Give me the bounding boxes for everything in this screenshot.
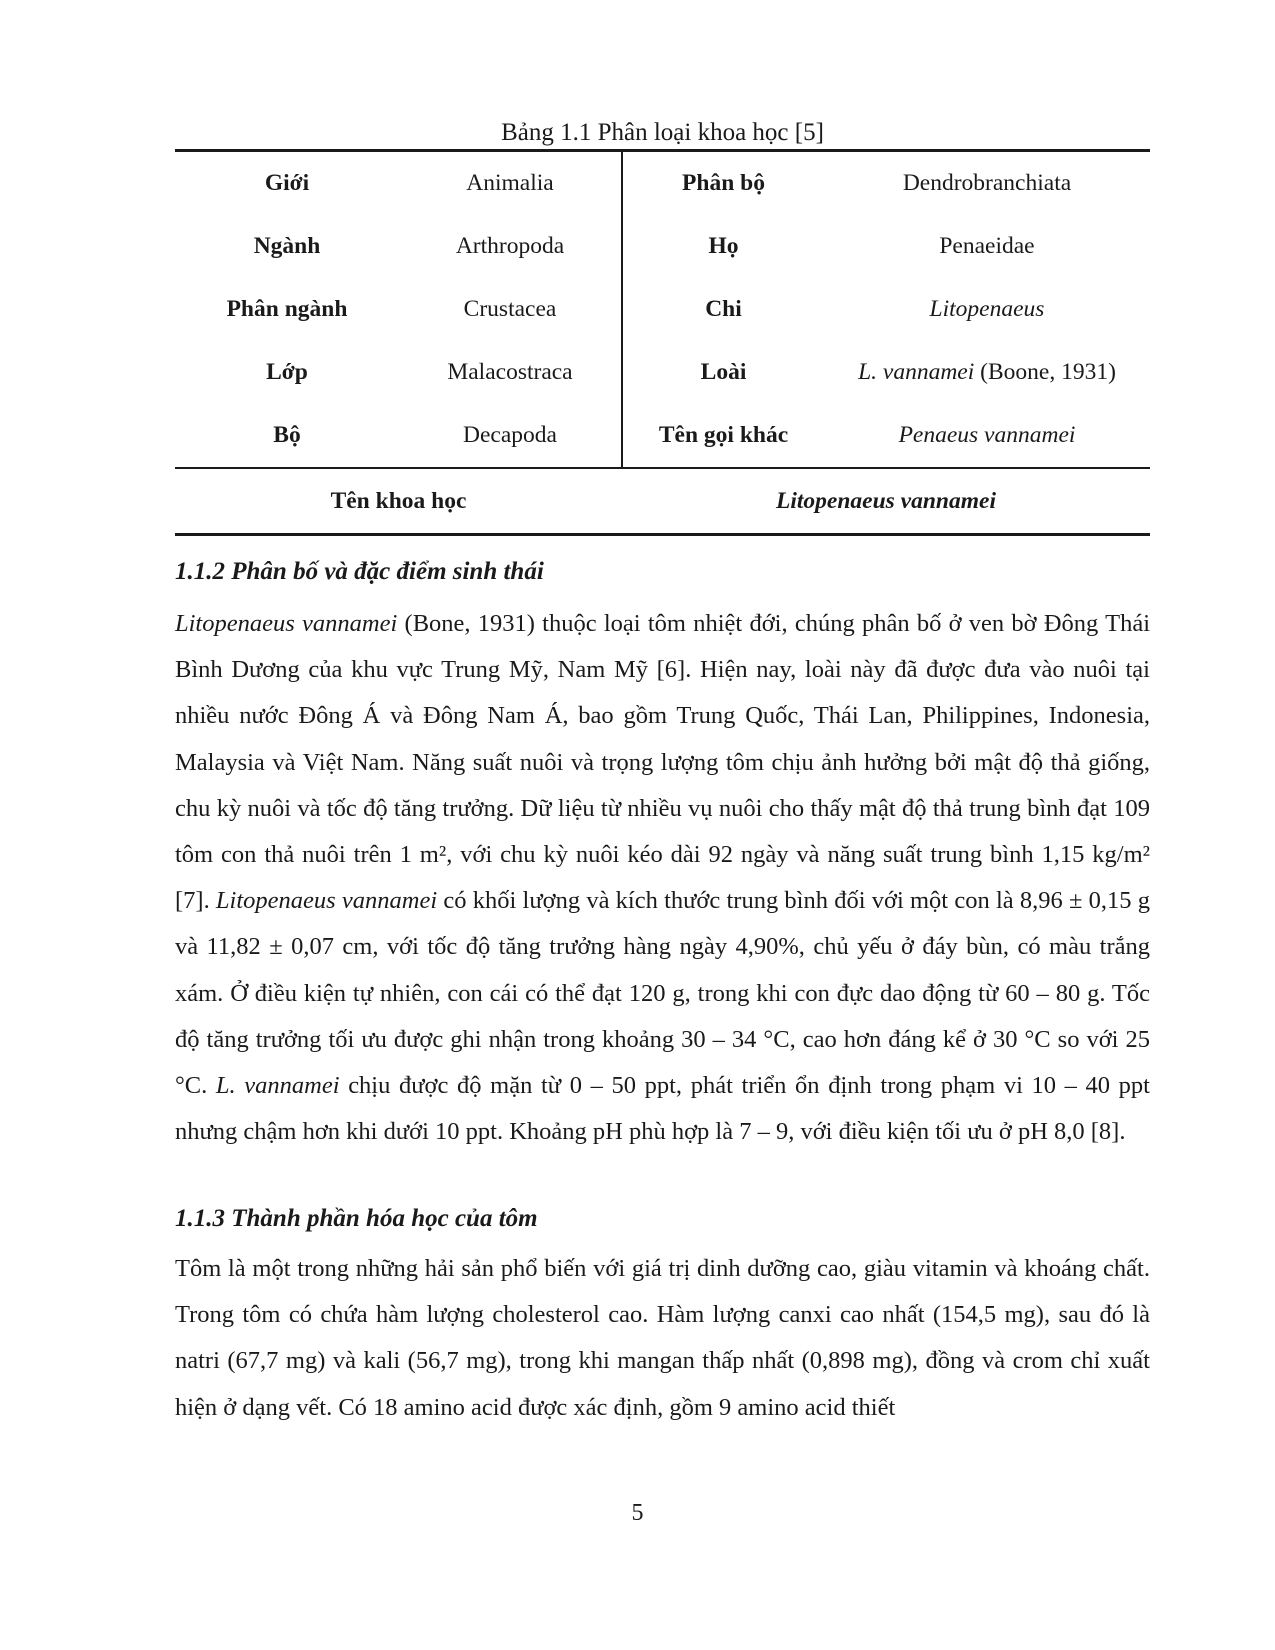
rank-value: Dendrobranchiata (824, 151, 1150, 216)
table-row (175, 215, 1150, 278)
rank-label: Bộ (273, 422, 301, 448)
species-name: Litopenaeus vannamei (175, 610, 398, 637)
scientific-name-label: Tên khoa học (175, 468, 622, 535)
page-number: 5 (631, 1500, 644, 1526)
rank-value: Decapoda (399, 404, 622, 468)
species-name: Litopenaeus vannamei (215, 887, 438, 915)
paragraph-text: (Bone, 1931) thuộc loại tôm nhiệt đới, chúng phân bố ở ven bờ Đông Thái Bình Dương của khu vực Trung Mỹ, Nam Mỹ [6]. Hiện nay, loài này đã được đưa vào nuôi tại nhiều nước Đông Á và Đông Nam Á, bao gồm Trung Quốc, Thái Lan, Philippines, Indonesia, Malaysia và Việt Nam. Năng suất nuôi và trọng lượng tôm chịu ảnh hưởng bởi mật độ thả giống, chu kỳ nuôi và tốc độ tăng trưởng. Dữ liệu từ nhiều vụ nuôi cho thấy mật độ thả trung bình đạt 109 tôm con thả nuôi trên 1 m², với chu kỳ nuôi kéo dài 92 ngày và năng suất trung bình 1,15 kg/m² [7]. (175, 610, 1151, 915)
table-row (175, 404, 1150, 468)
paragraph-composition: Tôm là một trong những hải sản phổ biến với giá trị dinh dưỡng cao, giàu vitamin và khoáng chất. Trong tôm có chứa hàm lượng cholesterol cao. Hàm lượng canxi cao nhất (154,5 mg), sau đó là natri (67,7 mg) và kali (56,7 mg), trong khi mangan thấp nhất (0,898 mg), đồng và crom chỉ xuất hiện ở dạng vết. Có 18 amino acid được xác định, gồm 9 amino acid thiết (175, 1255, 1150, 1421)
rank-value: Litopenaeus (929, 296, 1045, 322)
species-authority: (Boone, 1931) (974, 359, 1116, 385)
rank-label: Phân ngành (226, 296, 348, 322)
table-row (175, 151, 1150, 216)
taxonomy-table (175, 149, 1150, 536)
rank-label: Tên gọi khác (658, 422, 789, 448)
rank-value: Penaeidae (939, 233, 1035, 259)
species-name: L. vannamei (858, 359, 975, 385)
rank-label: Ngành (253, 233, 321, 259)
section-heading-112: 1.1.2 Phân bố và đặc điểm sinh thái (175, 558, 544, 585)
paragraph-text: có khối lượng và kích thước trung bình đối với một con là 8,96 ± 0,15 g và 11,82 ± 0,07 cm, với tốc độ tăng trưởng hàng ngày 4,90%, chủ yếu ở đáy bùn, có màu trắng xám. Ở điều kiện tự nhiên, con cái có thể đạt 120 g, trong khi con đực dao động từ 60 – 80 g. Tốc độ tăng trưởng tối ưu được ghi nhận trong khoảng 30 – 34 °C, cao hơn đáng kể ở 30 °C so với 25 °C. (175, 887, 1150, 1100)
rank-value: Animalia (399, 151, 622, 216)
rank-value: Crustacea (399, 278, 622, 341)
rank-label: Lớp (266, 359, 308, 385)
table-footer-row (175, 468, 1150, 535)
table-caption: Bảng 1.1 Phân loại khoa học [5] (501, 119, 824, 146)
rank-label: Loài (700, 359, 747, 385)
table-row (175, 341, 1150, 404)
rank-label: Giới (175, 151, 399, 216)
rank-value: Arthropoda (399, 215, 622, 278)
table-row (175, 278, 1150, 341)
paragraph-distribution (175, 601, 1150, 1155)
species-name: L. vannamei (215, 1072, 340, 1100)
paragraph-text: chịu được độ mặn từ 0 – 50 ppt, phát triển ổn định trong phạm vi 10 – 40 ppt nhưng chậm hơn khi dưới 10 ppt. Khoảng pH phù hợp là 7 – 9, với điều kiện tối ưu ở pH 8,0 [8]. (175, 1072, 1150, 1146)
rank-value: Penaeus vannamei (898, 422, 1076, 448)
section-heading-113: 1.1.3 Thành phần hóa học của tôm (175, 1205, 538, 1232)
rank-value: Malacostraca (399, 341, 622, 404)
rank-value (824, 341, 1150, 404)
rank-label: Phân bộ (622, 151, 824, 216)
rank-label: Chi (705, 296, 742, 322)
rank-label: Họ (708, 233, 739, 259)
scientific-name-value: Litopenaeus vannamei (622, 468, 1150, 535)
